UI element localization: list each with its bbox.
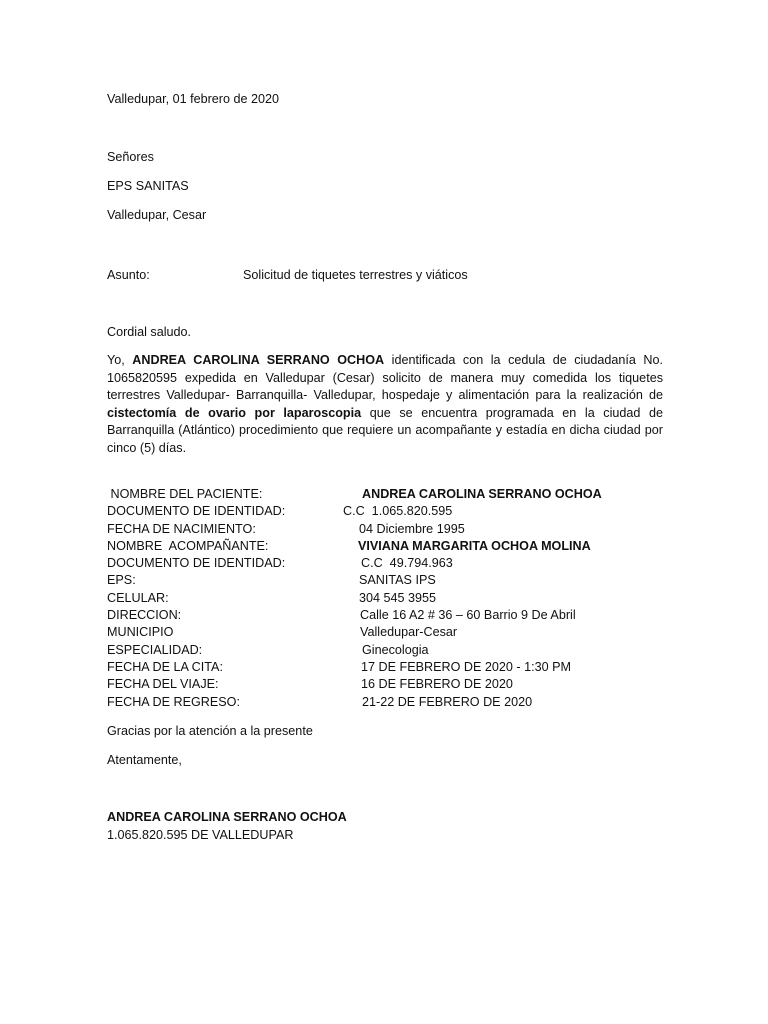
request-paragraph: [107, 352, 663, 457]
info-row: [107, 659, 627, 676]
recipient-salutation: Señores: [107, 150, 154, 164]
info-label: DIRECCION:: [107, 608, 182, 623]
info-row: [107, 590, 627, 607]
date-line: Valledupar, 01 febrero de 2020: [107, 92, 280, 106]
info-label: DOCUMENTO DE IDENTIDAD:: [107, 504, 286, 519]
info-label: NOMBRE DEL PACIENTE:: [107, 487, 263, 501]
paragraph-patient-name: ANDREA CAROLINA SERRANO OCHOA: [132, 353, 385, 367]
paragraph-procedure: cistectomía de ovario por laparoscopia: [107, 405, 362, 420]
info-value: ANDREA CAROLINA SERRANO OCHOA: [362, 487, 602, 501]
info-row: [107, 572, 627, 589]
info-value: SANITAS IPS: [359, 573, 436, 588]
info-value: Calle 16 A2 # 36 – 60 Barrio 9 De Abril: [360, 608, 576, 623]
info-row: [107, 555, 627, 572]
info-row: [107, 694, 627, 711]
info-row: [107, 503, 627, 520]
info-row: [107, 607, 627, 624]
info-value: VIVIANA MARGARITA OCHOA MOLINA: [358, 538, 591, 553]
patient-info-table: [107, 486, 627, 711]
info-value: C.C 1.065.820.595: [343, 504, 453, 519]
info-row: [107, 624, 627, 641]
info-label: FECHA DEL VIAJE:: [107, 677, 219, 692]
subject-label: Asunto:: [107, 268, 150, 282]
info-label: FECHA DE LA CITA:: [107, 659, 223, 674]
info-label: DOCUMENTO DE IDENTIDAD:: [107, 556, 286, 571]
info-label: FECHA DE NACIMIENTO:: [107, 521, 256, 536]
closing-line: Atentamente,: [107, 753, 182, 767]
recipient-city: Valledupar, Cesar: [107, 208, 207, 222]
info-label: CELULAR:: [107, 590, 169, 605]
info-label: NOMBRE ACOMPAÑANTE:: [107, 538, 269, 553]
paragraph-request-text: identificada con la cedula de ciudadanía No. 1065820595 expedida en Valledupar (Cesar) solicito de manera muy comedida los tiquetes terrestres Valledupar- Barranquilla- Valledupar, hospedaje y alimentación para la realización de: [107, 353, 663, 402]
info-row: [107, 486, 627, 503]
info-row: [107, 521, 627, 538]
greeting: Cordial saludo.: [107, 325, 192, 339]
info-value: 16 DE FEBRERO DE 2020: [361, 677, 513, 692]
info-label: EPS:: [107, 573, 136, 588]
info-value: 17 DE FEBRERO DE 2020 - 1:30 PM: [361, 659, 571, 674]
info-value: C.C 49.794.963: [361, 556, 453, 571]
signature-name: ANDREA CAROLINA SERRANO OCHOA: [107, 810, 347, 824]
paragraph-intro: Yo,: [107, 353, 133, 367]
info-value: Ginecologia: [362, 642, 429, 657]
signature-id: 1.065.820.595 DE VALLEDUPAR: [107, 828, 294, 842]
info-label: FECHA DE REGRESO:: [107, 694, 240, 709]
recipient-company: EPS SANITAS: [107, 179, 189, 193]
info-label: ESPECIALIDAD:: [107, 642, 203, 657]
info-row: [107, 676, 627, 693]
paragraph-closing-text: que se encuentra programada en la ciudad de Barranquilla (Atlántico) procedimiento que requiere un acompañante y estadía en dicha ciudad por cinco (5) días.: [107, 405, 663, 455]
thanks-line: Gracias por la atención a la presente: [107, 724, 313, 738]
subject-text: Solicitud de tiquetes terrestres y viáticos: [243, 268, 468, 282]
info-value: Valledupar-Cesar: [360, 625, 458, 640]
info-row: [107, 538, 627, 555]
info-row: [107, 642, 627, 659]
info-value: 21-22 DE FEBRERO DE 2020: [362, 694, 533, 709]
info-value: 304 545 3955: [359, 590, 437, 605]
info-label: MUNICIPIO: [107, 625, 174, 640]
info-value: 04 Diciembre 1995: [359, 521, 465, 536]
